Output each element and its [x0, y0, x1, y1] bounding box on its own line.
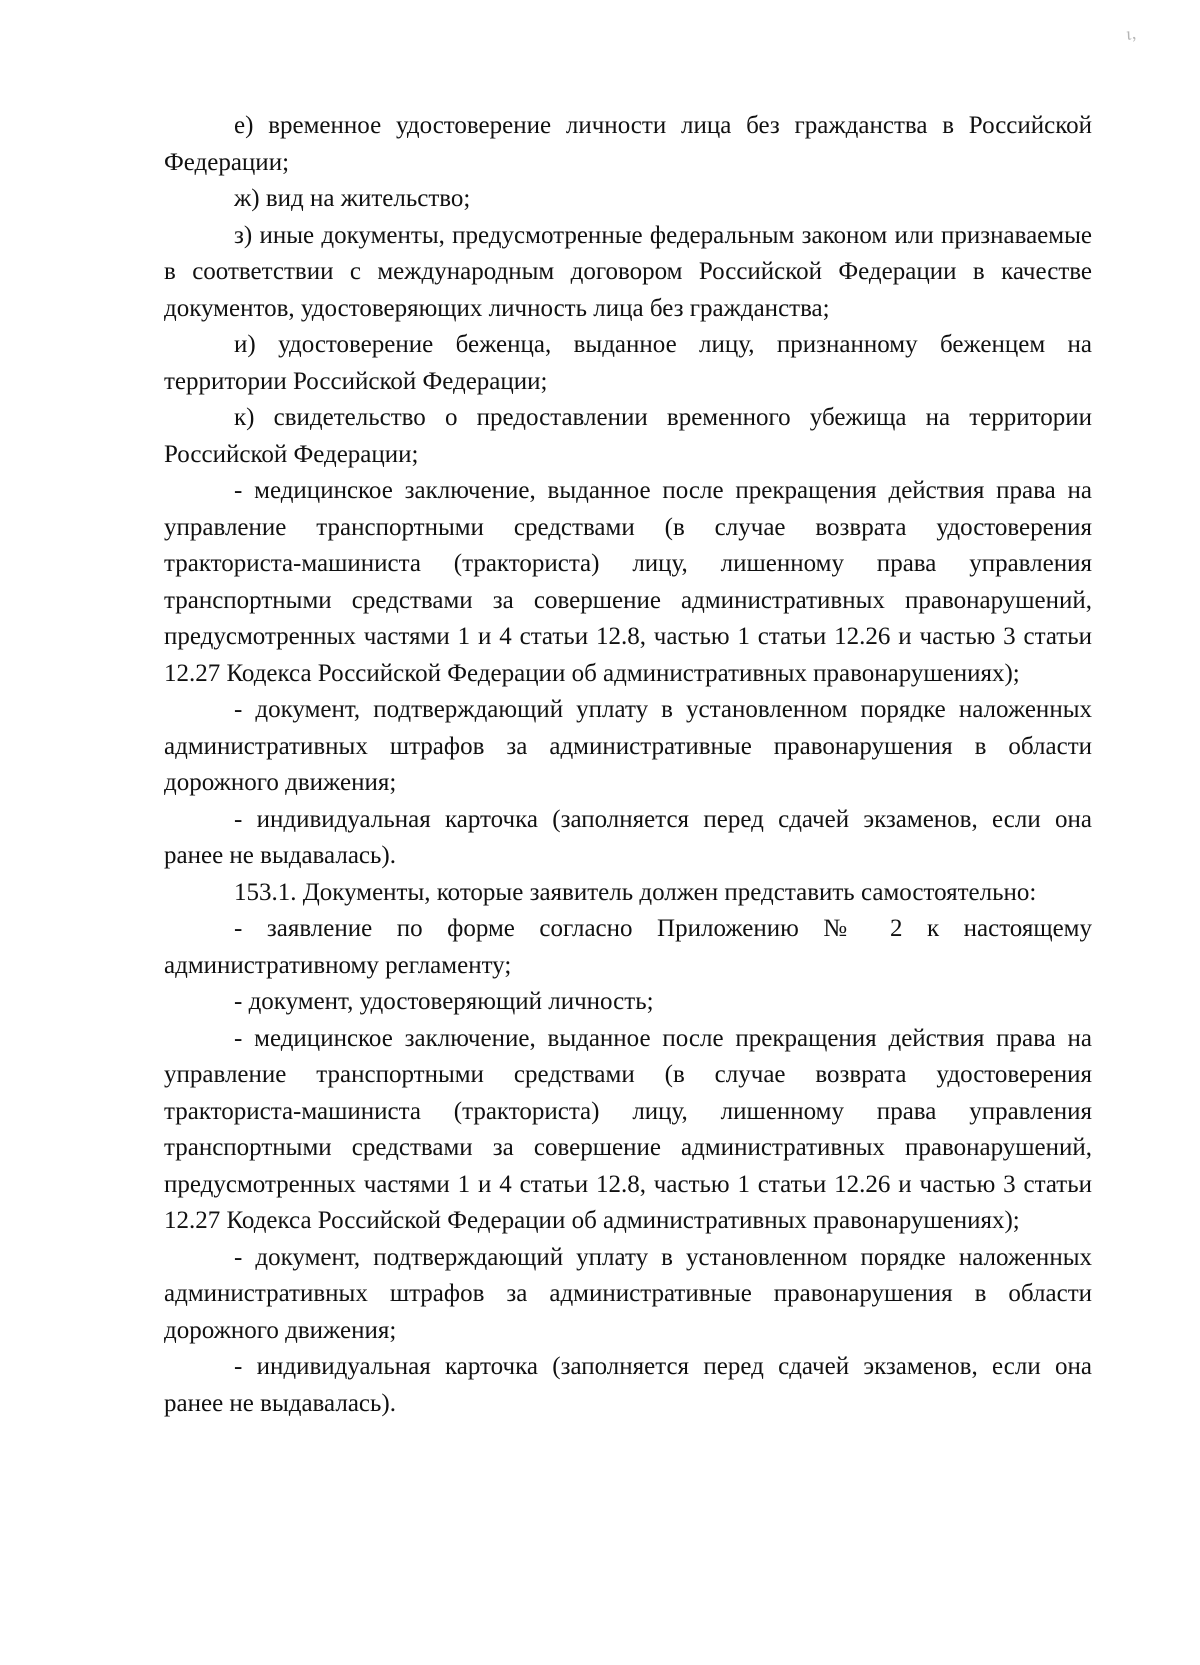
- paragraph-item-z: з) иные документы, предусмотренные федеральным законом или признаваемые в соответствии с международным договором Российской Федерации в качестве документов, удостоверяющих личность лица без гражданства;: [164, 221, 1092, 322]
- paragraph-medical-certificate-2: - медицинское заключение, выданное после прекращения действия права на управление транспортными средствами (в случае возврата удостоверения тракториста-машиниста (тракториста) лицу, лишенному права управления транспортными средствами за совершение административных правонарушений, предусмотренных частями 1 и 4 статьи 12.8, частью 1 статьи 12.26 и частью 3 статьи 12.27 Кодекса Российской Федерации об административных правонарушениях);: [164, 1024, 1092, 1234]
- paragraph-individual-card: - индивидуальная карточка (заполняется перед сдачей экзаменов, если она ранее не выдавалась).: [164, 805, 1092, 869]
- document-body: [164, 108, 1092, 1422]
- paragraph-item-i: и) удостоверение беженца, выданное лицу, признанному беженцем на территории Российской Федерации;: [164, 331, 1092, 395]
- paragraph-individual-card-2: - индивидуальная карточка (заполняется перед сдачей экзаменов, если она ранее не выдавалась).: [164, 1353, 1092, 1417]
- handwritten-mark: ι,: [1123, 22, 1138, 45]
- paragraph-fine-payment-document: - документ, подтверждающий уплату в установленном порядке наложенных административных штрафов за административные правонарушения в области дорожного движения;: [164, 696, 1092, 796]
- paragraph-item-zh: ж) вид на жительство;: [234, 185, 471, 212]
- paragraph-identity-document: - документ, удостоверяющий личность;: [234, 988, 654, 1015]
- paragraph-item-e: е) временное удостоверение личности лица без гражданства в Российской Федерации;: [164, 112, 1092, 176]
- paragraph-medical-certificate: - медицинское заключение, выданное после прекращения действия права на управление транспортными средствами (в случае возврата удостоверения тракториста-машиниста (тракториста) лицу, лишенному права управления транспортными средствами за совершение административных правонарушений, предусмотренных частями 1 и 4 статьи 12.8, частью 1 статьи 12.26 и частью 3 статьи 12.27 Кодекса Российской Федерации об административных правонарушениях);: [164, 477, 1092, 687]
- paragraph-fine-payment-document-2: - документ, подтверждающий уплату в установленном порядке наложенных административных штрафов за административные правонарушения в области дорожного движения;: [164, 1243, 1092, 1344]
- paragraph-item-k: к) свидетельство о предоставлении временного убежища на территории Российской Федерации;: [164, 404, 1092, 468]
- paragraph-application-form: - заявление по форме согласно Приложению № 2 к настоящему административному регламенту;: [164, 915, 1092, 979]
- paragraph-section-153-1: 153.1. Документы, которые заявитель должен представить самостоятельно:: [234, 878, 1037, 906]
